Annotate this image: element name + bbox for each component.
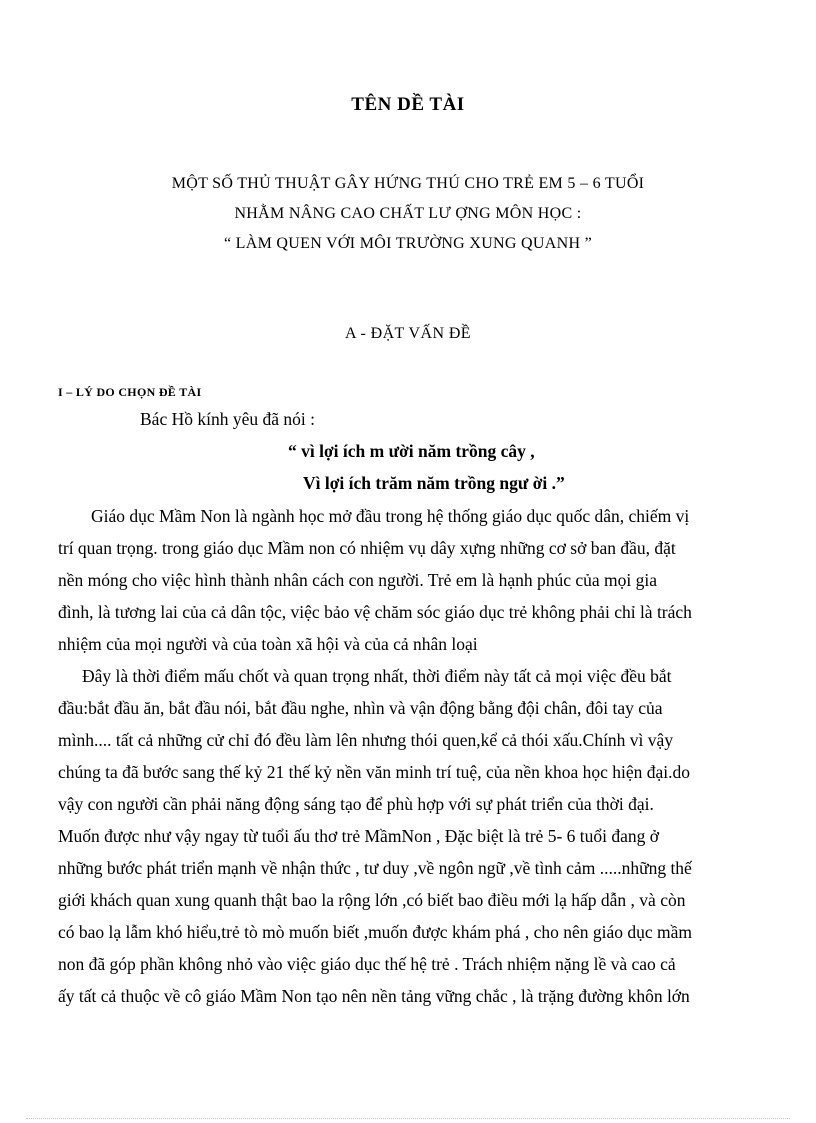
body-line: nhiệm của mọi người và của toàn xã hội và của cả nhân loại xyxy=(58,634,478,654)
body-line: trí quan trọng. trong giáo dục Mầm non có nhiệm vụ dây xựng những cơ sở ban đầu, đặt xyxy=(58,538,676,558)
quote-line-1: “ vì lợi ích m ười năm trồng cây , xyxy=(288,441,535,461)
body-line: đình, là tương lai của cả dân tộc, việc bảo vệ chăm sóc giáo dục trẻ không phải chỉ là trách xyxy=(58,602,692,622)
document-title: TÊN DỀ TÀI xyxy=(351,94,465,115)
body-line: giới khách quan xung quanh thật bao la rộng lớn ,có biết bao điều mới lạ hấp dẫn , và còn xyxy=(58,890,686,910)
body-line: Muốn được như vậy ngay từ tuổi ấu thơ trẻ MầmNon , Đặc biệt là trẻ 5- 6 tuổi đang ở xyxy=(58,826,660,846)
body-line: chúng ta đã bước sang thế kỷ 21 thế kỷ nền văn minh trí tuệ, của nền khoa học hiện đại.do xyxy=(58,762,691,782)
quote-line-2: Vì lợi ích trăm năm trồng ngư ời .” xyxy=(303,473,565,493)
topic-line-1: MỘT SỐ THỦ THUẬT GÂY HỨNG THÚ CHO TRẺ EM 5 – 6 TUỔI xyxy=(171,175,645,192)
body-line: những bước phát triển mạnh về nhận thức , tư duy ,về ngôn ngữ ,về tình cảm .....những thế xyxy=(58,858,692,878)
section-heading: A - ĐẶT VẤN ĐỀ xyxy=(345,325,471,342)
body-line: Đây là thời điểm mấu chốt và quan trọng nhất, thời điểm này tất cả mọi việc đều bắt xyxy=(82,666,672,686)
body-line: Giáo dục Mầm Non là ngành học mở đầu trong hệ thống giáo dục quốc dân, chiếm vị xyxy=(91,506,690,526)
body-line: ấy tất cả thuộc về cô giáo Mầm Non tạo nên nền tảng vững chắc , là trặng đường khôn lớn xyxy=(58,986,690,1006)
page-bottom-rule xyxy=(26,1118,790,1119)
topic-line-3: “ LÀM QUEN VỚI MÔI TRƯỜNG XUNG QUANH ” xyxy=(223,235,593,252)
body-line: đầu:bắt đầu ăn, bắt đầu nói, bắt đầu nghe, nhìn và vận động bằng đội chân, đôi tay của xyxy=(58,698,663,718)
quote-intro: Bác Hồ kính yêu đã nói : xyxy=(140,409,315,429)
body-line: nền móng cho việc hình thành nhân cách con người. Trẻ em là hạnh phúc của mọi gia xyxy=(58,570,658,590)
sub-heading: I – LÝ DO CHỌN ĐỀ TÀI xyxy=(58,385,202,399)
body-line: mình.... tất cả những cử chỉ đó đều làm lên nhưng thói quen,kể cả thói xấu.Chính vì vậy xyxy=(58,730,674,750)
topic-line-2: NHẰM NÂNG CAO CHẤT LƯ ỢNG MÔN HỌC : xyxy=(234,205,582,222)
body-line: non đã góp phần không nhỏ vào việc giáo dục thế hệ trẻ . Trách nhiệm nặng lề và cao cả xyxy=(58,954,676,974)
body-line: vậy con người cần phải năng động sáng tạo để phù hợp với sự phát triển của thời đại. xyxy=(58,794,654,814)
body-line: có bao lạ lẫm khó hiểu,trẻ tò mò muốn biết ,muốn được khám phá , cho nên giáo dục mầm xyxy=(58,922,693,942)
